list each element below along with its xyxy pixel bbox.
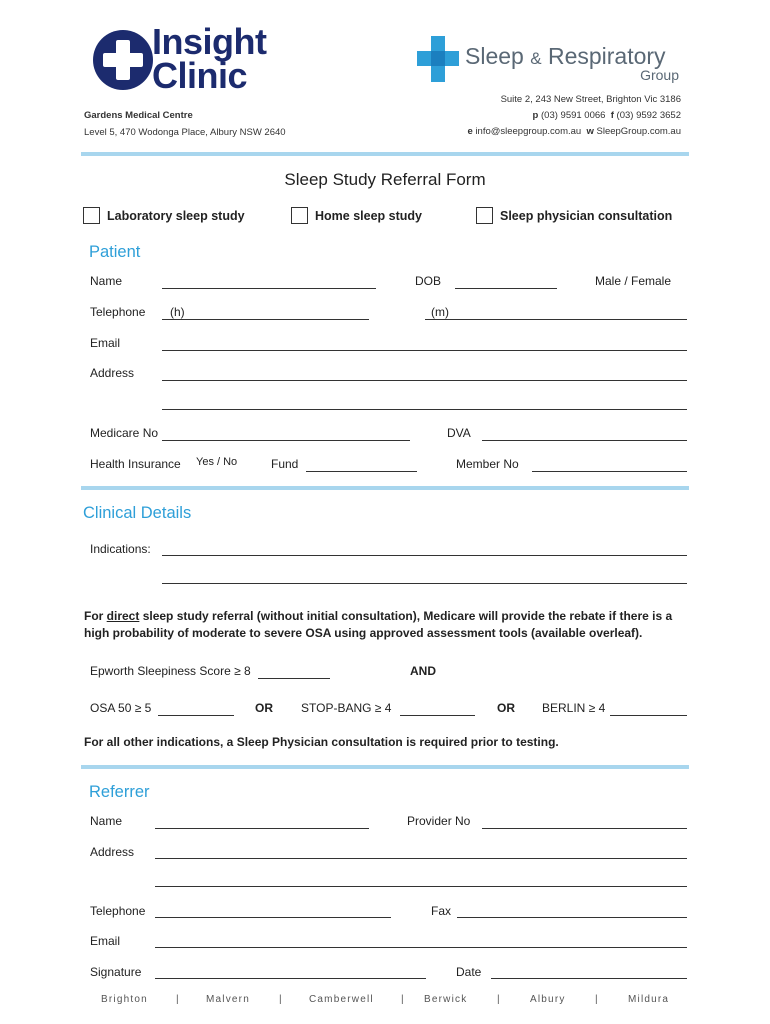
phone-fax-line: p (03) 9591 0066 f (03) 9592 3652 xyxy=(532,110,681,121)
email-web-line: e info@sleepgroup.com.au w SleepGroup.com.au xyxy=(467,126,681,137)
footer-location-albury: Albury xyxy=(530,994,566,1005)
footer-location-berwick: Berwick xyxy=(424,994,468,1005)
srg-logo-amp: & xyxy=(530,49,542,68)
referrer-email-label: Email xyxy=(90,934,121,948)
provider-number-label: Provider No xyxy=(407,814,471,828)
srg-logo-group: Group xyxy=(640,67,679,83)
header-divider xyxy=(81,152,689,156)
patient-mobile-phone-field[interactable] xyxy=(425,319,687,320)
medicare-number-field[interactable] xyxy=(162,440,410,441)
direct-emphasis: direct xyxy=(106,609,140,623)
patient-gender-options[interactable]: Male / Female xyxy=(595,274,672,288)
or-label-2: OR xyxy=(497,701,515,715)
referrer-email-field[interactable] xyxy=(155,947,687,948)
srg-logo-respiratory: Respiratory xyxy=(547,43,666,69)
other-indications-note: For all other indications, a Sleep Physician consultation is required prior to testing. xyxy=(84,735,559,749)
osa50-label: OSA 50 ≥ 5 xyxy=(90,701,152,715)
srg-logo-sleep: Sleep xyxy=(465,43,524,69)
insight-clinic-logo xyxy=(92,21,274,96)
clinic-email: info@sleepgroup.com.au xyxy=(475,126,582,137)
referrer-address-label: Address xyxy=(90,845,135,859)
patient-address-label: Address xyxy=(90,366,135,380)
laboratory-sleep-study-label: Laboratory sleep study xyxy=(107,209,245,223)
patient-section-title: Patient xyxy=(89,243,141,261)
medicare-number-label: Medicare No xyxy=(90,426,159,440)
patient-email-label: Email xyxy=(90,336,121,350)
referrer-address-field-2[interactable] xyxy=(155,886,687,887)
referrer-name-label: Name xyxy=(90,814,123,828)
patient-dob-field[interactable] xyxy=(455,288,557,289)
patient-name-field[interactable] xyxy=(162,288,376,289)
blue-cross-icon xyxy=(417,36,459,82)
insight-logo-line2: Clinic xyxy=(152,55,248,96)
clinic-phone: (03) 9591 0066 xyxy=(541,110,606,121)
footer-separator: | xyxy=(497,994,501,1005)
patient-home-phone-field[interactable] xyxy=(162,319,369,320)
indications-label: Indications: xyxy=(90,542,151,556)
laboratory-sleep-study-checkbox[interactable] xyxy=(83,207,100,224)
epworth-score-label: Epworth Sleepiness Score ≥ 8 xyxy=(90,664,251,678)
home-sleep-study-label: Home sleep study xyxy=(315,209,422,223)
referrer-name-field[interactable] xyxy=(155,828,369,829)
or-label-1: OR xyxy=(255,701,273,715)
referrer-fax-field[interactable] xyxy=(457,917,687,918)
epworth-score-field[interactable] xyxy=(258,678,330,679)
footer-location-camberwell: Camberwell xyxy=(309,994,374,1005)
footer-location-malvern: Malvern xyxy=(206,994,250,1005)
osa50-field[interactable] xyxy=(158,715,234,716)
clinic-fax: (03) 9592 3652 xyxy=(616,110,681,121)
patient-address-field-1[interactable] xyxy=(162,380,687,381)
footer-separator: | xyxy=(279,994,283,1005)
footer-location-brighton: Brighton xyxy=(101,994,148,1005)
referrer-telephone-field[interactable] xyxy=(155,917,391,918)
sleep-respiratory-logo xyxy=(417,36,687,86)
signature-label: Signature xyxy=(90,965,142,979)
health-insurance-yes-no[interactable]: Yes / No xyxy=(196,456,238,468)
sleep-physician-consultation-checkbox[interactable] xyxy=(476,207,493,224)
referrer-telephone-label: Telephone xyxy=(90,904,146,918)
indications-field-2[interactable] xyxy=(162,583,687,584)
home-sleep-study-checkbox[interactable] xyxy=(291,207,308,224)
direct-referral-note-line1: For direct sleep study referral (without initial consultation), Medicare will provide the rebate if there is a xyxy=(84,609,673,623)
footer-location-mildura: Mildura xyxy=(628,994,670,1005)
berlin-label: BERLIN ≥ 4 xyxy=(542,701,606,715)
referrer-fax-label: Fax xyxy=(431,904,452,918)
albury-address: Level 5, 470 Wodonga Place, Albury NSW 2640 xyxy=(84,127,286,138)
clinic-website: SleepGroup.com.au xyxy=(596,126,681,137)
date-label: Date xyxy=(456,965,482,979)
patient-address-field-2[interactable] xyxy=(162,409,687,410)
member-number-field[interactable] xyxy=(532,471,687,472)
direct-referral-note-line2: high probability of moderate to severe OSA using approved assessment tools (available overleaf). xyxy=(84,626,643,640)
patient-dob-label: DOB xyxy=(415,274,442,288)
signature-field[interactable] xyxy=(155,978,426,979)
patient-home-phone-label: (h) xyxy=(170,305,185,319)
stop-bang-field[interactable] xyxy=(400,715,475,716)
gardens-medical-centre: Gardens Medical Centre xyxy=(84,110,193,121)
footer-separator: | xyxy=(595,994,599,1005)
referrer-address-field-1[interactable] xyxy=(155,858,687,859)
dva-label: DVA xyxy=(447,426,471,440)
form-title: Sleep Study Referral Form xyxy=(284,170,486,189)
clinical-details-section-title: Clinical Details xyxy=(83,504,192,522)
footer-separator: | xyxy=(401,994,405,1005)
patient-email-field[interactable] xyxy=(162,350,687,351)
clinical-divider xyxy=(81,765,689,769)
referrer-section-title: Referrer xyxy=(89,783,150,801)
brighton-address: Suite 2, 243 New Street, Brighton Vic 3186 xyxy=(500,94,681,105)
medical-cross-icon xyxy=(92,28,154,92)
fund-field[interactable] xyxy=(306,471,417,472)
patient-mobile-phone-label: (m) xyxy=(431,305,449,319)
berlin-field[interactable] xyxy=(610,715,687,716)
indications-field-1[interactable] xyxy=(162,555,687,556)
member-number-label: Member No xyxy=(456,457,519,471)
sleep-physician-consultation-label: Sleep physician consultation xyxy=(500,209,673,223)
health-insurance-label: Health Insurance xyxy=(90,457,181,471)
stop-bang-label: STOP-BANG ≥ 4 xyxy=(301,701,392,715)
dva-field[interactable] xyxy=(482,440,687,441)
footer-separator: | xyxy=(176,994,180,1005)
patient-divider xyxy=(81,486,689,490)
patient-name-label: Name xyxy=(90,274,123,288)
fund-label: Fund xyxy=(271,457,299,471)
insight-logo-line1: Insight xyxy=(152,21,267,62)
date-field[interactable] xyxy=(491,978,687,979)
and-label: AND xyxy=(410,664,436,678)
provider-number-field[interactable] xyxy=(482,828,687,829)
patient-telephone-label: Telephone xyxy=(90,305,146,319)
